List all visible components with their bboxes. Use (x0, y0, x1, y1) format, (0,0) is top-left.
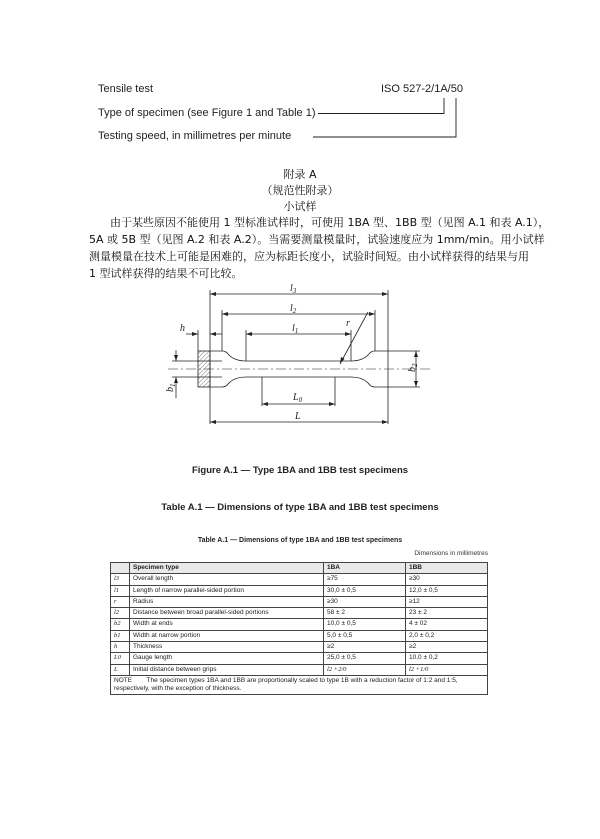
label-b1: $b_1$ (165, 383, 177, 392)
label-r: r (346, 318, 350, 329)
cell-description: Overall length (130, 574, 324, 585)
annex-heading: 小试样 (283, 200, 317, 213)
annex-title: 附录 A (283, 168, 317, 181)
table-caption-small: Table A.1 — Dimensions of type 1BA and 1BB test specimens (197, 537, 403, 544)
header-cell-symbol (111, 563, 130, 574)
table-row (111, 574, 488, 585)
table-row (111, 608, 488, 619)
cell-symbol: l3 (111, 574, 130, 585)
note-text: The specimen types 1BA and 1BB are proportionally scaled to type 1B with a reduction factor of 1:2 and 1:5, respectively, with the exception of thickness. (114, 676, 458, 692)
cell-1ba: 58 ± 2 (324, 608, 406, 619)
table-row (111, 664, 488, 675)
label-L0: $L_0$ (293, 392, 303, 404)
cell-1ba: 10,0 ± 0,5 (324, 619, 406, 630)
cell-1bb: ≥2 (406, 642, 488, 653)
designation-line-3: Testing speed, in millimetres per minute (98, 130, 292, 142)
label-l3: $l_3$ (290, 283, 297, 295)
cell-1bb: 4 ± 02 (406, 619, 488, 630)
figure-caption: Figure A.1 — Type 1BA and 1BB test specimens (191, 465, 409, 476)
cell-symbol: l2 (111, 608, 130, 619)
designation-line-2: Type of specimen (see Figure 1 and Table 1) (98, 107, 316, 119)
table-row (111, 585, 488, 596)
cell-symbol: l1 (111, 585, 130, 596)
cell-1bb: 23 ± 2 (406, 608, 488, 619)
table-caption-large: Table A.1 — Dimensions of type 1BA and 1BB test specimens (161, 502, 439, 513)
header-cell-1ba: 1BA (324, 563, 406, 574)
label-l2: $l_2$ (290, 303, 297, 315)
cell-1ba: ≥75 (324, 574, 406, 585)
designation-line-1: Tensile test (98, 83, 154, 95)
cell-description: Thickness (130, 642, 324, 653)
thickness-view (198, 351, 210, 387)
cell-symbol: L0 (111, 653, 130, 664)
note-label: NOTE (114, 676, 133, 684)
cell-1bb: ≥30 (406, 574, 488, 585)
table-header-row (111, 563, 488, 574)
label-b2: $b_2$ (407, 363, 419, 372)
header-cell-1bb: 1BB (406, 563, 488, 574)
cell-description: Gauge length (130, 653, 324, 664)
cell-description: Width at narrow portion (130, 630, 324, 641)
cell-description: Width at ends (130, 619, 324, 630)
cell-description: Initial distance between grips (130, 664, 324, 675)
cell-1bb: ≥12 (406, 596, 488, 607)
cell-description: Distance between broad parallel-sided portions (130, 608, 324, 619)
cell-1bb: 12,0 ± 0,5 (406, 585, 488, 596)
cell-1ba: 30,0 ± 0,5 (324, 585, 406, 596)
cell-symbol: b2 (111, 619, 130, 630)
table-row (111, 596, 488, 607)
table-row (111, 653, 488, 664)
cell-symbol: L (111, 664, 130, 675)
annex-paragraph-line-2: 5A 或 5B 型（见图 A.2 和表 A.2）。当需要测量模量时，试验速度应为 1mm/min。用小试样 (89, 233, 545, 246)
cell-symbol: r (111, 596, 130, 607)
cell-1bb: 2,0 ± 0,2 (406, 630, 488, 641)
cell-1ba: l2 +2/0 (324, 664, 406, 675)
table-row (111, 619, 488, 630)
cell-description: Length of narrow parallel-sided portion (130, 585, 324, 596)
dimensions-table (110, 562, 488, 695)
cell-1ba: ≥30 (324, 596, 406, 607)
cell-description: Radius (130, 596, 324, 607)
annex-subtitle: （规范性附录） (261, 184, 339, 197)
cell-1ba: 25,0 ± 0,5 (324, 653, 406, 664)
table-note-row (111, 675, 488, 694)
header-cell-specimen-type: Specimen type (130, 563, 324, 574)
designation-code: ISO 527-2/1A/50 (381, 83, 463, 95)
annex-paragraph-line-1: 由于某些原因不能使用 1 型标准试样时，可使用 1BA 型、1BB 型（见图 A.1 和表 A.1）， (110, 216, 550, 229)
label-h: h (180, 323, 185, 334)
label-L: L (295, 411, 301, 422)
table-row (111, 630, 488, 641)
annex-paragraph-line-4: 1 型试样获得的结果不可比较。 (89, 267, 243, 280)
cell-1ba: ≥2 (324, 642, 406, 653)
cell-symbol: h (111, 642, 130, 653)
label-l1: $l_1$ (292, 323, 299, 335)
cell-symbol: b1 (111, 630, 130, 641)
table-units: Dimensions in millimetres (414, 550, 488, 557)
cell-1ba: 5,0 ± 0,5 (324, 630, 406, 641)
cell-1bb: 10,0 ± 0,2 (406, 653, 488, 664)
table-note (111, 675, 488, 694)
annex-paragraph-line-3: 测量模量在技术上可能是困难的，应为标距长度小，试验时间短。由小试样获得的结果与用 (89, 250, 529, 263)
table-row (111, 642, 488, 653)
cell-1bb: l2 +1/0 (406, 664, 488, 675)
